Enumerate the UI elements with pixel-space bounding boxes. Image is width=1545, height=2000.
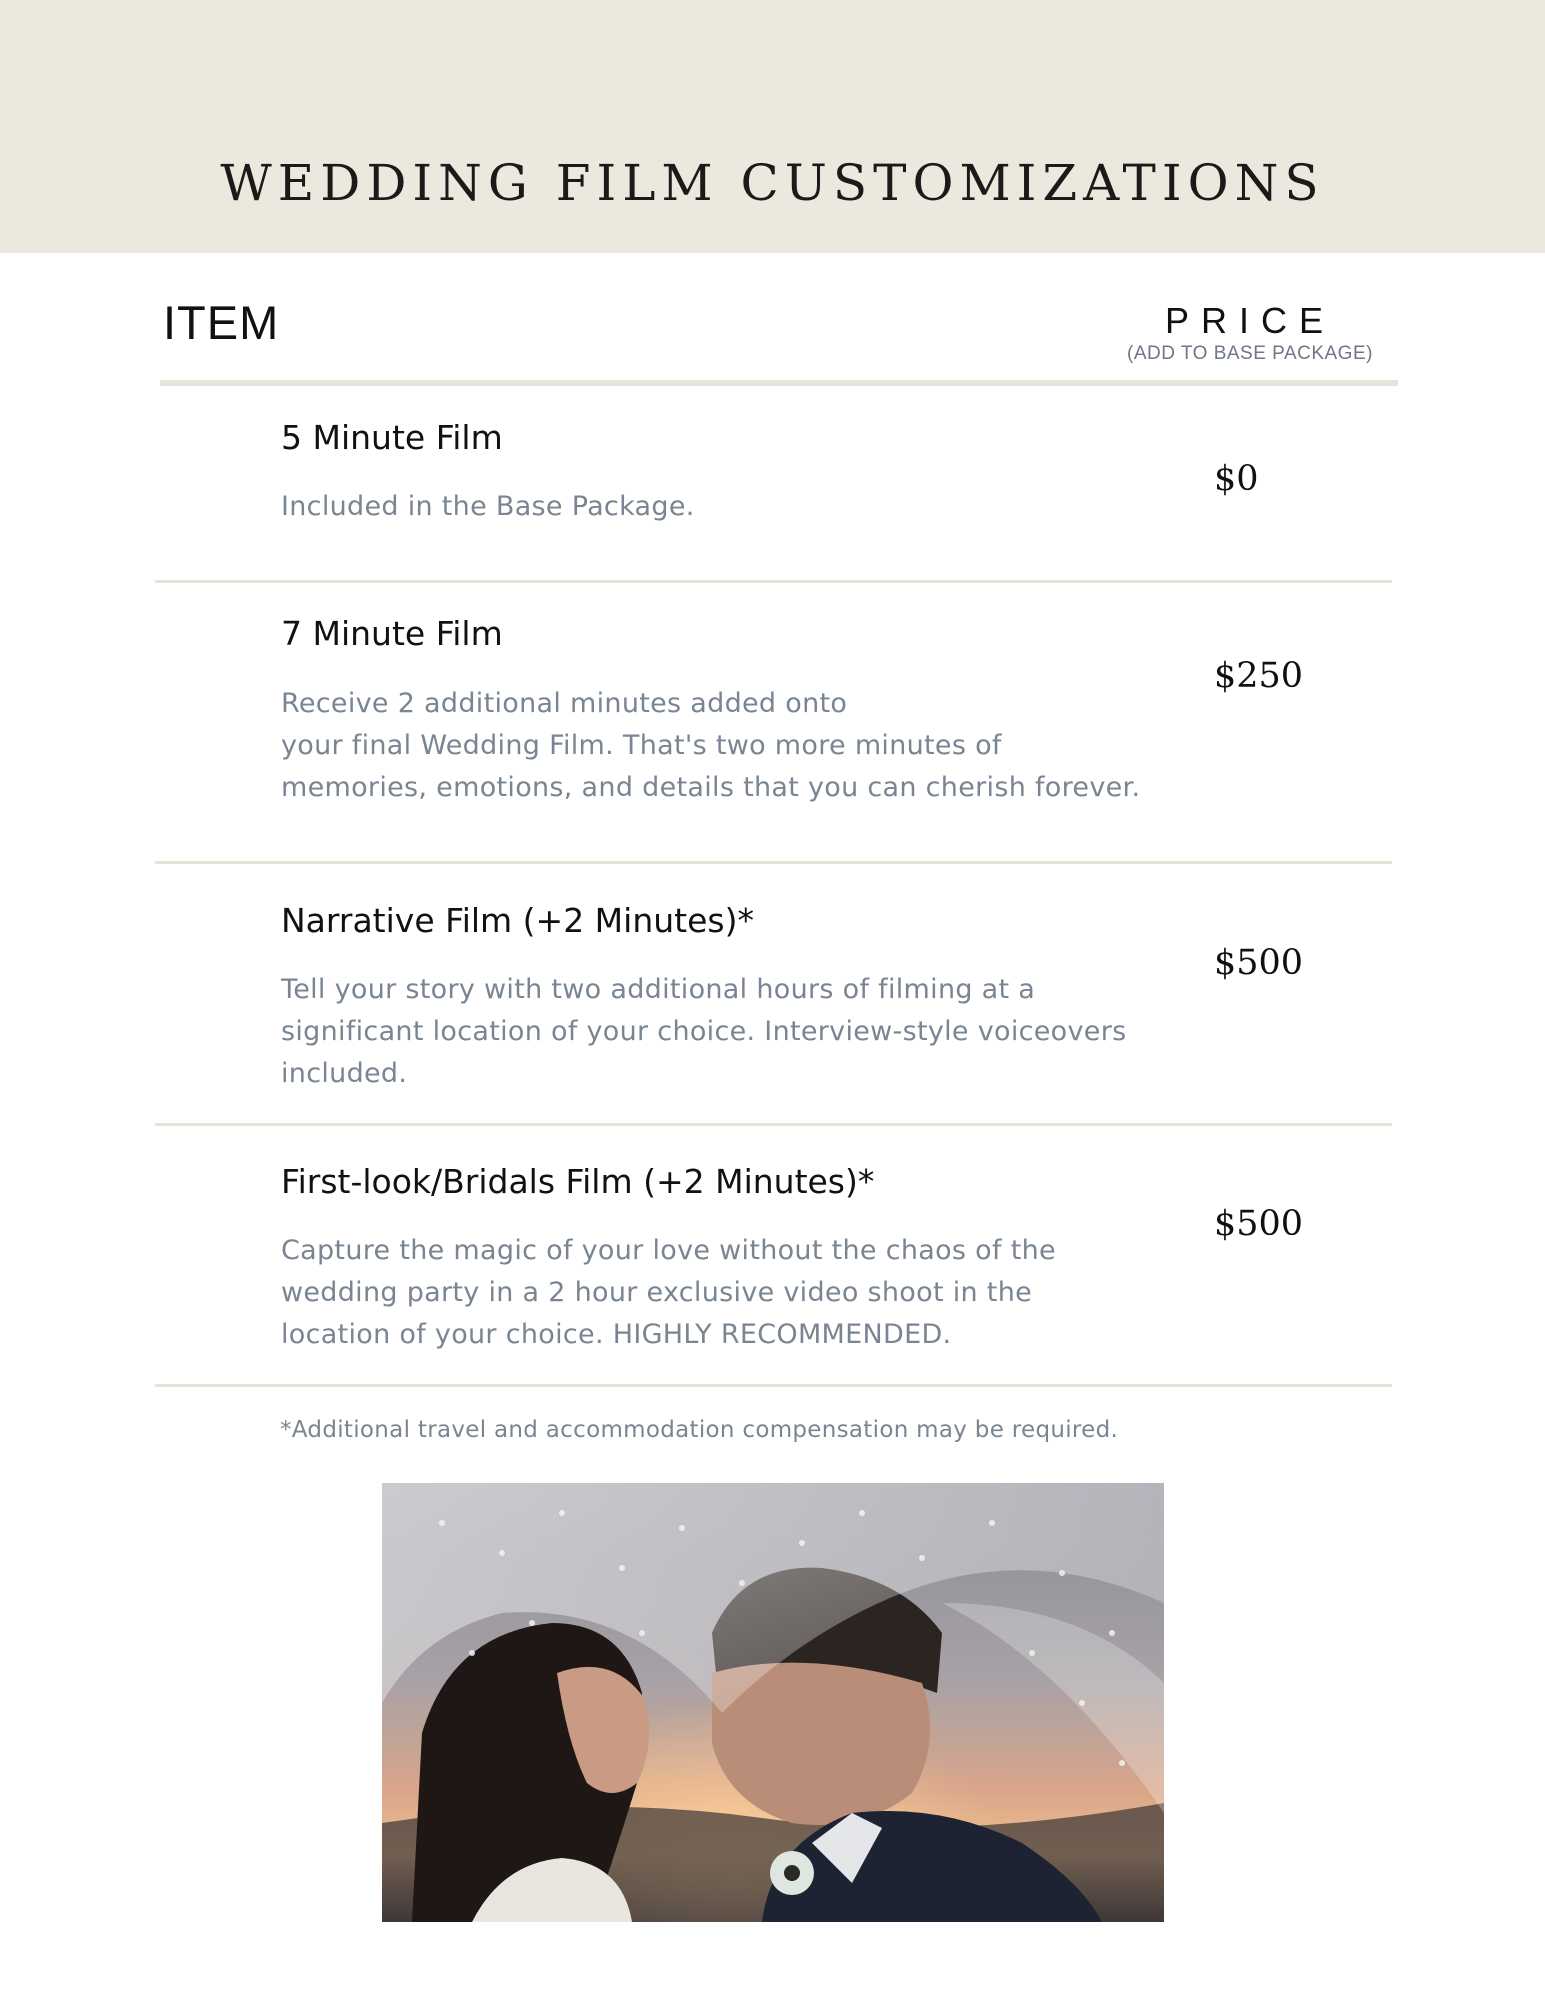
item-name: 5 Minute Film — [281, 418, 503, 457]
item-description-line: included. — [281, 1058, 408, 1089]
item-name: Narrative Film (+2 Minutes)* — [281, 901, 754, 940]
item-price: $250 — [1214, 656, 1304, 696]
row-divider — [155, 1123, 1392, 1126]
item-description-line: Tell your story with two additional hours of filming at a — [281, 974, 1036, 1005]
row-divider — [155, 1384, 1392, 1387]
row-divider — [155, 861, 1392, 864]
item-description-line: Capture the magic of your love without the chaos of the — [281, 1235, 1056, 1266]
column-header-price-note: (ADD TO BASE PACKAGE) — [1127, 343, 1373, 364]
item-description-line: wedding party in a 2 hour exclusive video shoot in the — [281, 1277, 1033, 1308]
item-description — [281, 683, 1201, 809]
page-title: WEDDING FILM CUSTOMIZATIONS — [220, 154, 1325, 212]
item-price: $0 — [1214, 459, 1259, 499]
row-divider — [155, 580, 1392, 583]
column-header-price: PRICE — [1164, 300, 1336, 341]
item-name: 7 Minute Film — [281, 614, 503, 653]
item-description-line: your final Wedding Film. That's two more minutes of — [281, 730, 1002, 761]
header-divider — [160, 380, 1398, 386]
item-description-line: memories, emotions, and details that you can cherish forever. — [281, 772, 1141, 803]
item-price: $500 — [1214, 1204, 1304, 1244]
item-name: First-look/Bridals Film (+2 Minutes)* — [281, 1162, 875, 1201]
item-description-line: location of your choice. HIGHLY RECOMMENDED. — [281, 1319, 952, 1350]
item-price: $500 — [1214, 943, 1304, 983]
item-description — [281, 1230, 1201, 1356]
footnote: *Additional travel and accommodation compensation may be required. — [280, 1417, 1119, 1443]
couple-photo — [382, 1483, 1164, 1922]
item-description — [281, 969, 1201, 1095]
column-header-item: ITEM — [163, 296, 280, 349]
item-description-line: Receive 2 additional minutes added onto — [281, 688, 848, 719]
item-description: Included in the Base Package. — [281, 491, 695, 522]
item-description-line: significant location of your choice. Interview-style voiceovers — [281, 1016, 1127, 1047]
